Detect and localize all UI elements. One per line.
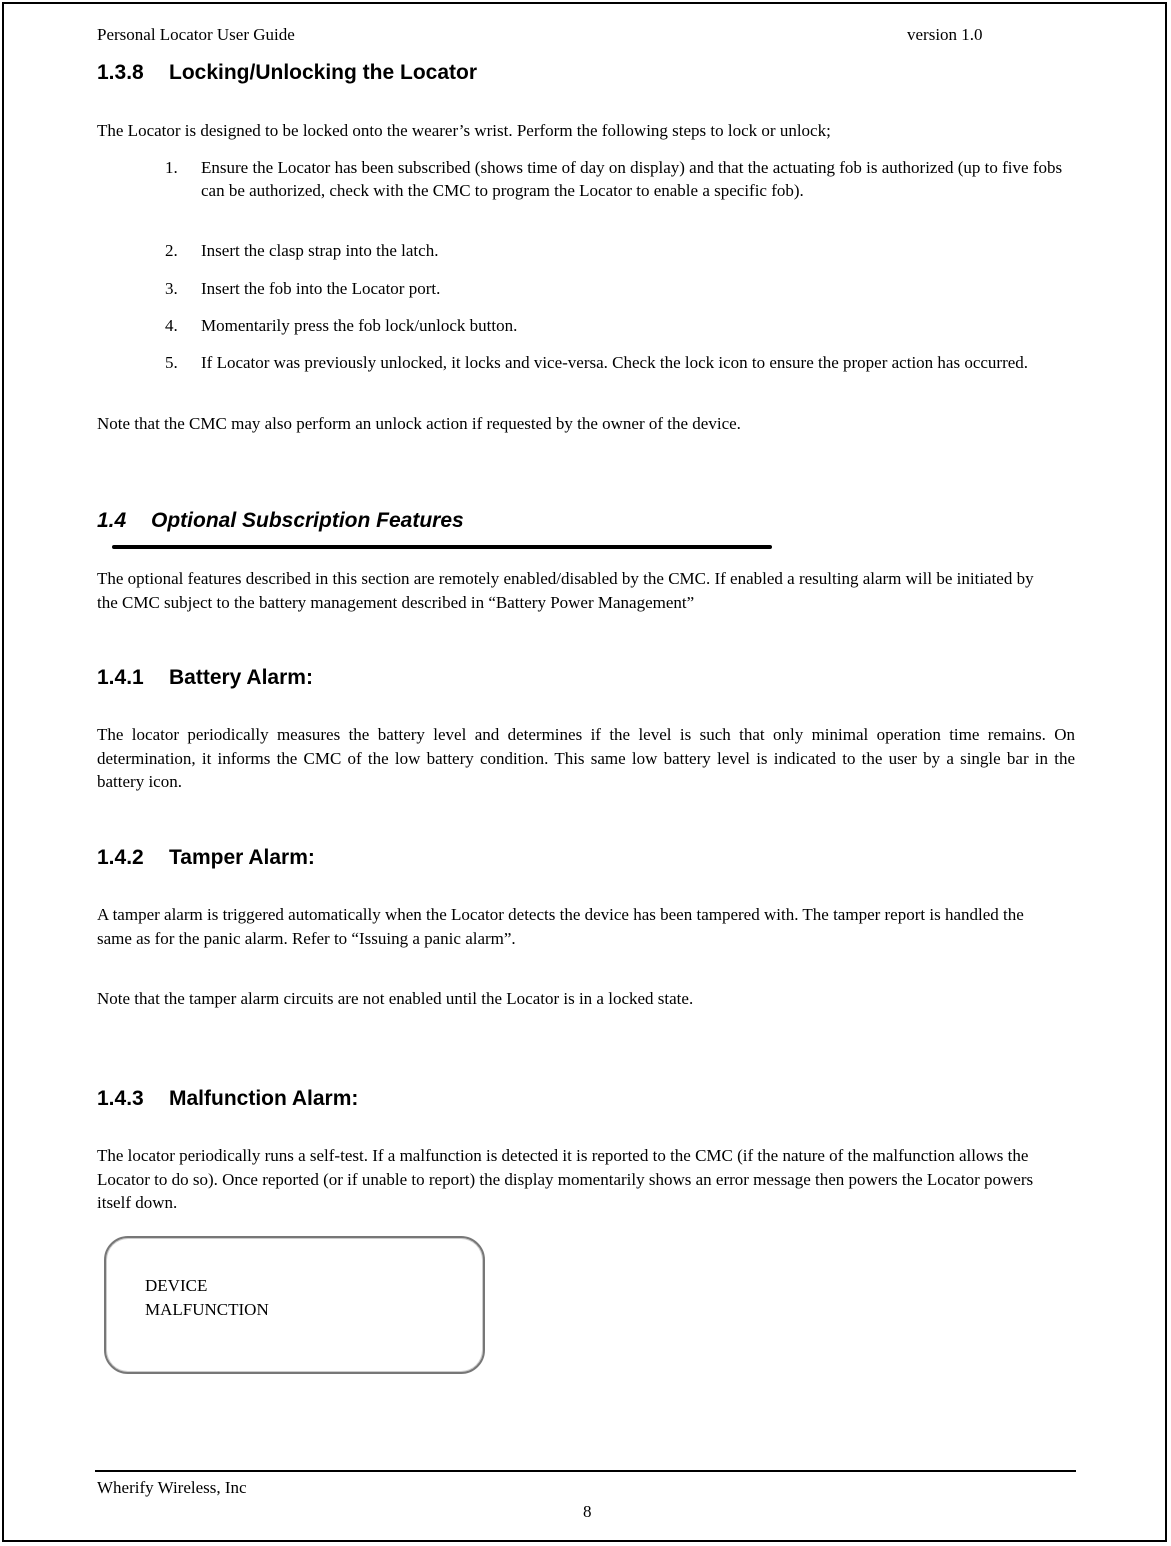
section-heading: Tamper Alarm: [169,846,315,869]
step-text: Insert the clasp strap into the latch. [201,241,439,260]
display-text-line2: MALFUNCTION [145,1300,269,1319]
step-text: If Locator was previously unlocked, it locks and vice-versa. Check the lock icon to ensure the proper action has occurred. [201,353,1029,372]
header-version: version 1.0 [907,25,983,44]
heading-rule [112,545,772,549]
paragraph: The Locator is designed to be locked onto the wearer’s wrist. Perform the following steps to lock or unlock; [97,121,831,140]
step-text: Ensure the Locator has been subscribed (shows time of day on display) and that the actuating fob is authorized (up to five fobs can be authorized, check with the CMC to program the Locator to enable a specific fob). [201,158,1063,200]
section-number: 1.3.8 [97,61,144,84]
step-text: Insert the fob into the Locator port. [201,279,441,298]
step-number: 3. [165,279,178,298]
paragraph: The locator periodically measures the battery level and determines if the level is such that only minimal operation time remains. On determination, it informs the CMC of the low battery condition. This same low battery level is indicated to the user by a single bar in the battery icon. [97,725,1075,791]
page-number: 8 [583,1502,592,1521]
note: Note that the CMC may also perform an unlock action if requested by the owner of the device. [97,414,741,433]
display-text-line1: DEVICE [145,1276,208,1295]
footer-rule [95,1470,1076,1472]
section-number: 1.4 [97,509,127,532]
note: Note that the tamper alarm circuits are not enabled until the Locator is in a locked state. [97,989,694,1008]
paragraph: The locator periodically runs a self-test. If a malfunction is detected it is reported to the CMC (if the nature of the malfunction allows the Locator to do so). Once reported (or if unable to report) the display momentarily shows an error message then powers the Locator powers itself down. [97,1146,1034,1212]
section-heading: Malfunction Alarm: [169,1087,359,1110]
step-number: 1. [165,158,178,177]
section-number: 1.4.2 [97,846,144,869]
paragraph: The optional features described in this section are remotely enabled/disabled by the CMC. If enabled a resulting alarm will be initiated by the CMC subject to the battery management described in “Battery Power Management” [97,569,1034,612]
section-heading: Locking/Unlocking the Locator [169,61,478,84]
step-number: 4. [165,316,178,335]
paragraph: A tamper alarm is triggered automatically when the Locator detects the device has been tampered with. The tamper report is handled the same as for the panic alarm. Refer to “Issuing a panic alarm”. [97,905,1024,948]
section-heading: Battery Alarm: [169,666,313,689]
step-number: 5. [165,353,178,372]
step-text: Momentarily press the fob lock/unlock button. [201,316,518,335]
footer-company: Wherify Wireless, Inc [97,1478,247,1497]
step-number: 2. [165,241,178,260]
section-number: 1.4.3 [97,1087,144,1110]
section-heading: Optional Subscription Features [151,509,464,532]
header-title: Personal Locator User Guide [97,25,295,44]
section-number: 1.4.1 [97,666,144,689]
